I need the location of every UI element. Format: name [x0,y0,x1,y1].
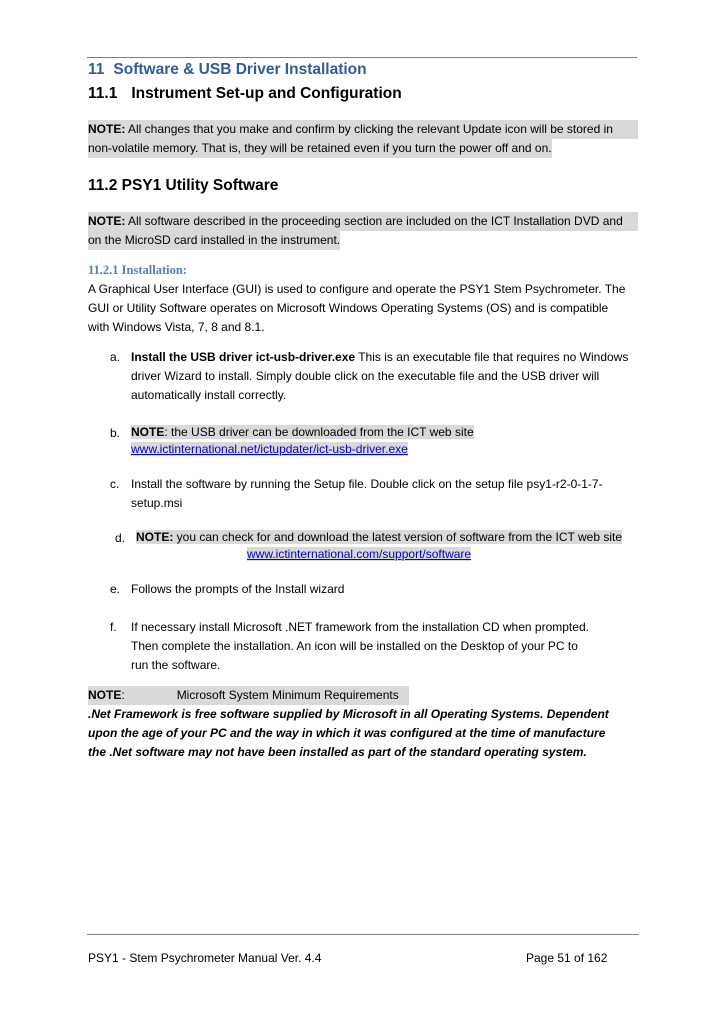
header-rule [87,57,637,58]
subsection-setup-heading [88,85,402,103]
step-c-marker: c. [110,477,120,491]
step-d-text: you can check for and download the latest version of software from the ICT web site [173,530,623,544]
requirements-note-label: NOTE [88,688,122,702]
step-c [131,475,603,513]
step-a [131,348,628,405]
note-utility [88,212,638,250]
subsection-utility-heading: 11.2 PSY1 Utility Software [88,177,279,194]
step-a-line2: driver Wizard to install. Simply double click on the executable file and the USB driver will [131,369,600,383]
note-setup-text1: All changes that you make and confirm by clicking the relevant Update icon will be stored in [128,122,613,136]
step-d-line1 [136,529,636,546]
requirements-note-body [88,705,609,762]
footer-left: PSY1 - Stem Psychrometer Manual Ver. 4.4 [88,951,322,965]
step-b-text: : the USB driver can be downloaded from the ICT web site [164,425,474,439]
section-heading [88,61,367,79]
requirements-line1: .Net Framework is free software supplied by Microsoft in all Operating Systems. Dependent [88,707,609,721]
requirements-note-header [88,686,409,705]
section-title: Software & USB Driver Installation [113,61,367,78]
installation-intro-line1: A Graphical User Interface (GUI) is used to configure and operate the PSY1 Stem Psychrometer. The [88,282,626,296]
note-setup-label: NOTE: [88,122,126,136]
subsection-setup-number: 11.1 [88,85,118,102]
software-download-link[interactable]: www.ictinternational.com/support/software [247,547,472,561]
requirements-line3: the .Net software may not have been installed as part of the standard operating system. [88,745,587,759]
step-a-marker: a. [110,350,121,364]
step-f-line1: If necessary install Microsoft .NET framework from the installation CD when prompted. [131,620,589,634]
step-c-line1: Install the software by running the Setup file. Double click on the setup file psy1-r2-0-1-7- [131,477,603,491]
step-e-text: Follows the prompts of the Install wizard [131,582,345,596]
requirements-note-highlight [88,686,409,705]
note-setup-line1 [88,120,638,139]
step-c-line2: setup.msi [131,496,183,510]
step-f-line2: Then complete the installation. An icon will be installed on the Desktop of your PC to [131,639,578,653]
note-setup [88,120,638,158]
step-b-highlight [131,425,474,439]
usb-driver-link[interactable]: www.ictinternational.net/ictupdater/ict-usb-driver.exe [131,442,408,456]
step-d-highlight [136,530,622,544]
step-b-marker: b. [110,426,121,440]
step-a-line1-rest: This is an executable file that requires no Windows [355,350,629,364]
footer-right: Page 51 of 162 [526,951,608,965]
note-utility-line1 [88,212,638,231]
step-d [136,529,636,563]
step-d-marker: d. [115,531,126,545]
step-b-line1 [131,424,474,441]
installation-heading: 11.2.1 Installation: [88,263,187,277]
step-f-line3: run the software. [131,658,221,672]
footer-rule [87,934,639,935]
note-setup-text2: non-volatile memory. That is, they will be retained even if you turn the power off and on. [88,141,552,155]
requirements-note-text: Microsoft System Minimum Requirements [176,688,399,702]
note-utility-label: NOTE: [88,214,126,228]
subsection-setup-title: Instrument Set-up and Configuration [131,85,402,102]
installation-intro [88,280,625,337]
note-utility-text1: All software described in the proceeding section are included on the ICT Installation DVD and [128,214,623,228]
note-utility-line2 [88,231,340,250]
step-f-marker: f. [110,620,117,634]
note-utility-text2: on the MicroSD card installed in the instrument. [88,233,341,247]
step-a-line1 [131,348,628,367]
section-number: 11 [88,61,105,78]
installation-intro-line3: with Windows Vista, 7, 8 and 8.1. [88,320,265,334]
step-d-label: NOTE: [136,530,174,544]
step-f [131,618,589,675]
step-b [131,424,474,458]
step-a-line3: automatically install correctly. [131,388,287,402]
requirements-line2: upon the age of your PC and the way in which it was configured at the time of manufacture [88,726,606,740]
requirements-note-colon: : [121,688,125,702]
installation-intro-line2: GUI or Utility Software operates on Microsoft Windows Operating Systems (OS) and is compatible [88,301,609,315]
step-e-marker: e. [110,582,121,596]
step-a-bold: Install the USB driver ict-usb-driver.exe [131,350,356,364]
note-setup-line2 [88,139,552,158]
step-b-label: NOTE [131,425,165,439]
